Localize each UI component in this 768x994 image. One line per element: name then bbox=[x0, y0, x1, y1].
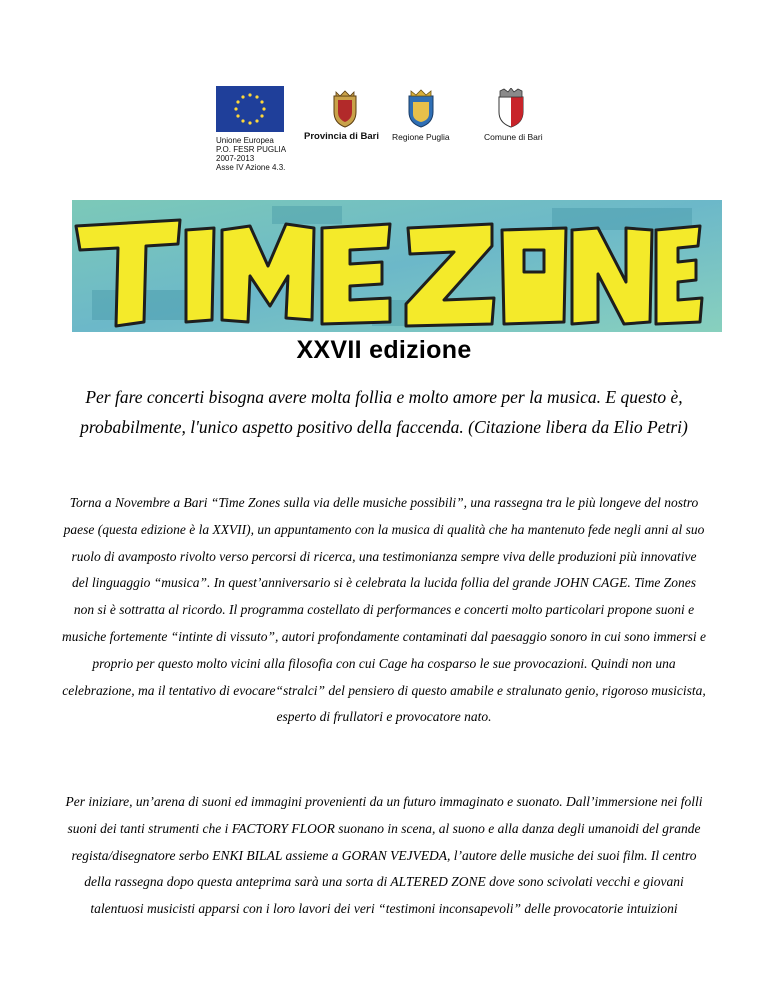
provincia-label: Provincia di Bari bbox=[304, 131, 379, 142]
eu-label: Unione Europea P.O. FESR PUGLIA 2007-2013 Asse IV Azione 4.3. bbox=[216, 136, 287, 172]
edition-title: XXVII edizione bbox=[296, 336, 472, 364]
paragraph-intro: Torna a Novembre a Bari “Time Zones sulla via delle musiche possibili”, una rassegna tra le più longeve del nostro paese (questa edizione è la XXVII), un appuntamento con la musica di qualità che ha mantenuto fede negli anni al suo ruolo di avamposto rivolto verso percorsi di ricerca, una testimonianza sempre viva delle produzioni più innovative del linguaggio “musica”. In quest’anniversario si è celebrata la lucida follia del grande JOHN CAGE. Time Zones non si è sottratta al ricordo. Il programma costellato di performances e concerti molto particolari propone suoni e musiche fortemente “intinte di vissuto”, autori profondamente contaminati dal paesaggio sonoro in cui sono immersi e proprio per questo molto vicini alla filosofia con cui Cage ha cosparso le sue provocazioni. Quindi non una celebrazione, ma il tentativo di evocare“stralci” del pensiero di questo amabile e stralunato genio, rigoroso musicista, esperto di frullatori e provocatore nato. bbox=[62, 495, 706, 725]
eu-flag-icon bbox=[216, 86, 284, 132]
sponsor-logos bbox=[216, 86, 556, 176]
paragraph-program: Per iniziare, un’arena di suoni ed immagini provenienti da un futuro immaginato e suonato. Dall’immersione nei folli suoni dei tanti strumenti che i FACTORY FLOOR suonano in scena, al suono e alla danza degli umanoidi del grande regista/disegnatore serbo ENKI BILAL assieme a GORAN VEJVEDA, l’autore delle musiche dei suoi film. Il centro della rassegna dopo questa anteprima sarà una sorta di ALTERED ZONE dove sono scivolati vecchi e giovani talentuosi musicisti apparsi con i loro lavori dei veri “testimoni inconsapevoli” delle provocatorie intuizioni bbox=[65, 794, 703, 917]
opening-quote: Per fare concerti bisogna avere molta follia e molto amore per la musica. E questo è, probabilmente, l'unico aspetto positivo della faccenda. (Citazione libera da Elio Petri) bbox=[80, 387, 688, 437]
comune-label: Comune di Bari bbox=[484, 132, 543, 142]
regione-label: Regione Puglia bbox=[392, 132, 450, 142]
regione-crest-icon bbox=[406, 88, 436, 128]
comune-crest-icon bbox=[496, 88, 526, 128]
provincia-crest-icon bbox=[330, 90, 360, 128]
time-zones-banner bbox=[72, 200, 722, 332]
